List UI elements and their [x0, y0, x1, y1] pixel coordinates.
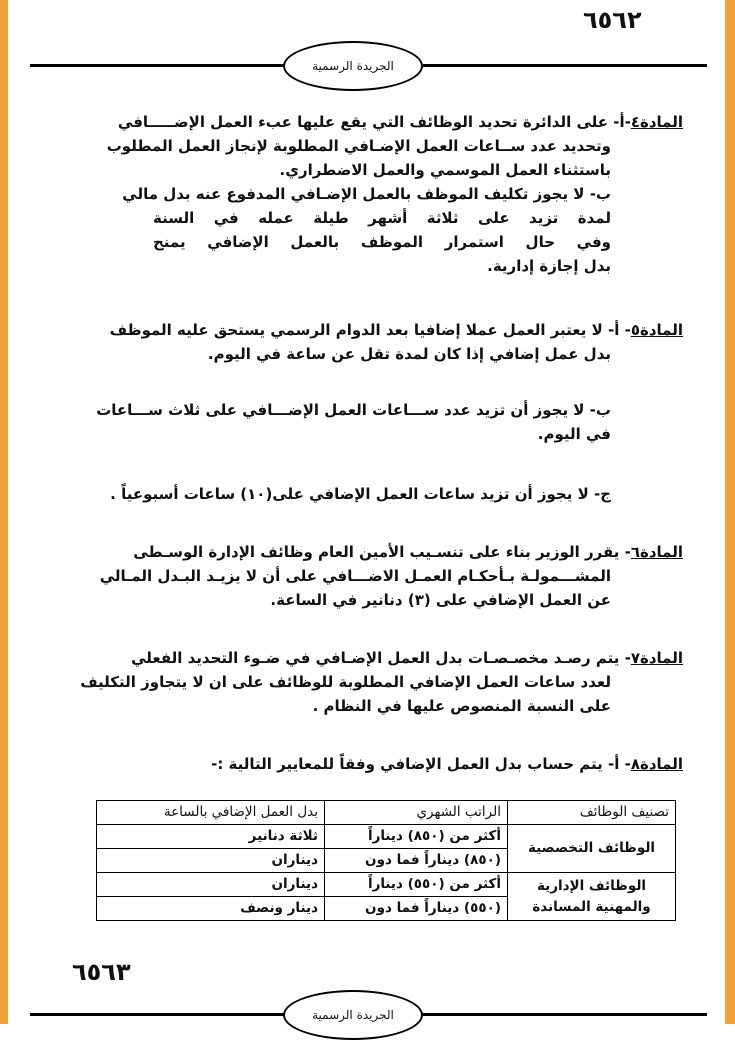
article-7 — [78, 646, 683, 718]
table-cell-allowance: ديناران — [97, 849, 325, 873]
article-5-b-line-1: ب- لا يجوز أن تزيد عدد ســـاعات العمل الإضـــافي على ثلاث ســـاعات — [96, 401, 611, 419]
article-7-line-2: لعدد ساعات العمل الإضافي المطلوبة للوظائف على ان لا يتجاوز التكليف — [80, 673, 611, 691]
article-4-b-line-3: وفي حال استمرار الموظف بالعمل الإضافي يمنح — [153, 233, 611, 251]
table-cell-salary: أكثر من (٨٥٠) ديناراً — [325, 825, 508, 849]
table-cell-allowance: دينار ونصف — [97, 897, 325, 921]
table-header-allowance: بدل العمل الإضافي بالساعة — [97, 801, 325, 825]
article-4-line-2: وتحديد عدد ســاعات العمل الإضـافي المطلوبة لإنجاز العمل المطلوب — [106, 137, 611, 155]
table-cell-salary: أكثر من (٥٥٠) ديناراً — [325, 873, 508, 897]
article-5-label: المادة٥ — [630, 321, 683, 339]
article-7-line-3: على النسبة المنصوص عليها في النظام . — [312, 697, 611, 715]
footer-page-number: ٦٥٦٣ — [72, 958, 131, 986]
article-6-label: المادة٦ — [630, 543, 683, 561]
footer-journal-name: الجريدة الرسمية — [312, 1008, 394, 1022]
right-page-edge — [725, 0, 735, 1024]
article-5-line-1: - أ- لا يعتبر العمل عملا إضافيا بعد الدوام الرسمي يستحق عليه الموظف — [109, 321, 631, 339]
table-cell-category: الوظائف الإدارية والمهنية المساندة — [508, 873, 676, 921]
article-4-b-line-2: لمدة تزيد على ثلاثة أشهر طيلة عمله في السنة — [153, 209, 611, 227]
table-cell-salary: (٨٥٠) ديناراً فما دون — [325, 849, 508, 873]
article-4 — [78, 110, 683, 278]
article-6 — [78, 540, 683, 612]
article-6-line-2: المشـــمولـة بـأحكـام العمـل الاضـــافي على أن لا يزيـد البـدل المـالي — [99, 567, 611, 585]
table-cell-category: الوظائف التخصصية — [508, 825, 676, 873]
article-8-label: المادة٨ — [630, 755, 683, 773]
article-6-line-1: - يقرر الوزير بناء على تنسـيب الأمين العام وظائف الإدارة الوسـطى — [133, 543, 631, 561]
article-4-line-3: باستثناء العمل الموسمي والعمل الاضطراري. — [279, 161, 611, 179]
table-cell-allowance: ديناران — [97, 873, 325, 897]
header-page-number: ٦٥٦٢ — [583, 6, 642, 34]
article-6-line-3: عن العمل الإضافي على (٣) دنانير في الساعة. — [270, 591, 611, 609]
left-page-edge — [0, 0, 8, 1024]
article-5-b — [78, 398, 683, 446]
article-4-b-line-1: ب- لا يجوز تكليف الموظف بالعمل الإضـافي المدفوع عنه بدل مالي — [122, 185, 611, 203]
footer-journal-oval — [283, 990, 423, 1040]
article-4-label: المادة٤ — [630, 113, 683, 131]
article-5-line-2: بدل عمل إضافي إذا كان لمدة تقل عن ساعة في اليوم. — [207, 345, 611, 363]
table-cell-salary: (٥٥٠) ديناراً فما دون — [325, 897, 508, 921]
header-journal-oval — [283, 41, 423, 91]
table-cell-allowance: ثلاثة دنانير — [97, 825, 325, 849]
table-header-category: تصنيف الوظائف — [508, 801, 676, 825]
article-7-label: المادة٧ — [630, 649, 683, 667]
table-row — [97, 825, 676, 849]
article-8-line-1: - أ- يتم حساب بدل العمل الإضافي وفقاً للمعايير التالية :- — [211, 755, 631, 773]
article-5-c — [78, 482, 683, 506]
document-page — [8, 0, 725, 1024]
table-row — [97, 873, 676, 897]
table-header-salary: الراتب الشهري — [325, 801, 508, 825]
table-header-row — [97, 801, 676, 825]
article-4-line-1: -أ- على الدائرة تحديد الوظائف التي يقع عليها عبء العمل الإضـــــافي — [117, 113, 631, 131]
article-7-line-1: - يتم رصـد مخصـصـات بدل العمل الإضـافي في ضـوء التحديد الفعلي — [131, 649, 631, 667]
article-4-b-line-4: بدل إجازة إدارية. — [487, 257, 611, 275]
article-5-b-line-2: في اليوم. — [537, 425, 611, 443]
article-5 — [78, 318, 683, 366]
article-5-c-line-1: ج- لا يجوز أن تزيد ساعات العمل الإضافي على(١٠) ساعات أسبوعياً . — [110, 485, 611, 503]
article-8 — [78, 752, 683, 776]
header-journal-name: الجريدة الرسمية — [312, 59, 394, 73]
overtime-allowance-table — [96, 800, 676, 921]
